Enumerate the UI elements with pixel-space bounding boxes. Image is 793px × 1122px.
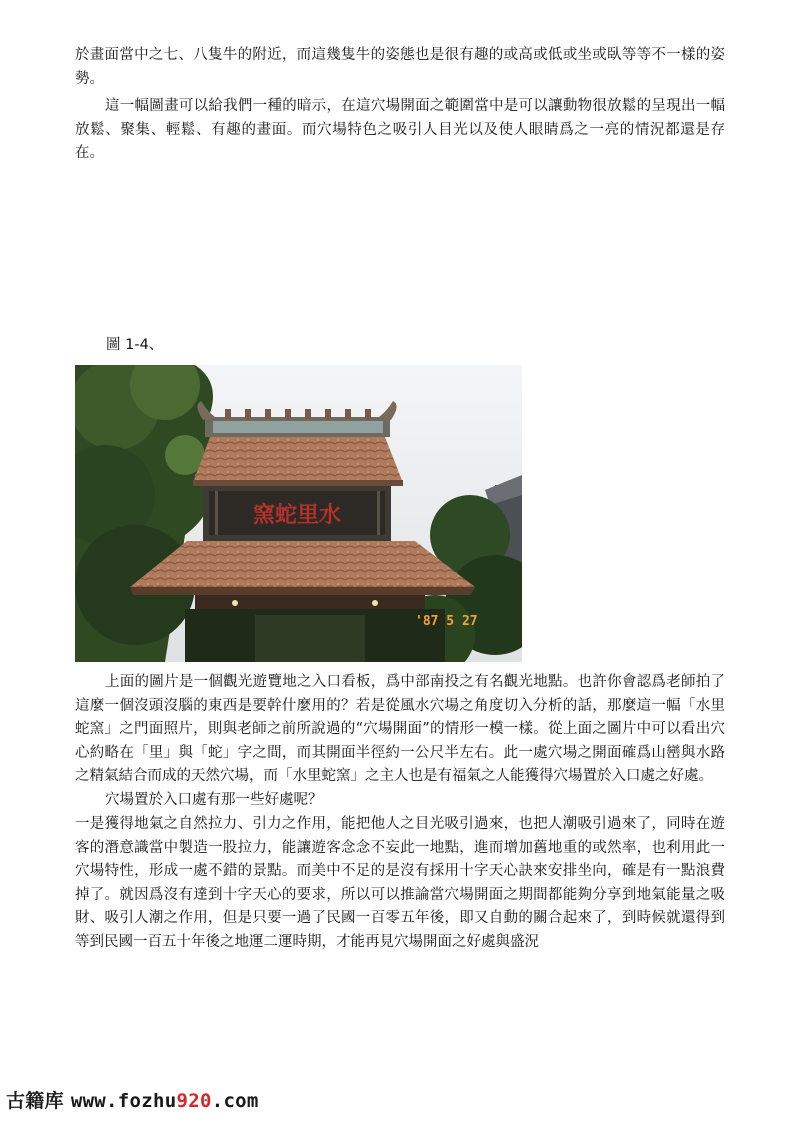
watermark-url-accent: 920 bbox=[176, 1090, 212, 1112]
figure-caption: 圖 1-4、 bbox=[106, 337, 164, 353]
watermark-url-prefix: www.fozhu bbox=[70, 1090, 177, 1112]
watermark-brand: 古籍库 bbox=[6, 1090, 64, 1112]
paragraph-hint: 這一幅圖畫可以給我們一種的暗示，在這穴場開面之範圍當中是可以讓動物很放鬆的呈現出一幅放鬆、聚集、輕鬆、有趣的畫面。而穴場特色之吸引人目光以及使人眼睛爲之一亮的情況都還是存在。 bbox=[75, 98, 725, 161]
watermark-url-suffix: .com bbox=[211, 1090, 259, 1112]
photo-date-stamp: '87 5 27 bbox=[415, 614, 478, 629]
sign-board-text: 窯蛇里水 bbox=[252, 502, 342, 528]
paragraph-benefits: 一是獲得地氣之自然拉力、引力之作用，能把他人之目光吸引過來，也把人潮吸引過來了，同時在遊客的潛意識當中製造一股拉力，能讓遊客念念不妄此一地點，進而增加舊地重的或然率，也利用此一穴場特性，形成一處不錯的景點。而美中不足的是沒有採用十字天心訣來安排坐向，確是有一點浪費掉了。就因爲沒有達到十字天心的要求，所以可以推論當穴場開面之期間都能夠分享到地氣能量之吸財、吸引人潮之作用，但是只要一過了民國一百零五年後，即又自動的關合起來了，到時候就還得到等到民國一百五十年後之地運二運時期，才能再見穴場開面之好處與盛況 bbox=[75, 816, 725, 950]
paragraph-photo-analysis: 上面的圖片是一個觀光遊覽地之入口看板，爲中部南投之有名觀光地點。也許你會認爲老師拍了這麼一個沒頭沒腦的東西是要幹什麼用的？若是從風水穴場之角度切入分析的話，那麼這一幅「水里蛇窯」之門面照片，則與老師之前所說過的“穴場開面”的情形一模一樣。從上面之圖片中可以看出穴心約略在「里」與「蛇」字之間，而其開面半徑約一公尺半左右。此一處穴場之開面確爲山巒與水路之精氣結合而成的天然穴場，而「水里蛇窯」之主人也是有福氣之人能獲得穴場置於入口處之好處。 bbox=[75, 674, 725, 784]
paragraph-continuation: 於畫面當中之七、八隻牛的附近，而這幾隻牛的姿態也是很有趣的或高或低或坐或臥等等不一樣的姿勢。 bbox=[75, 47, 725, 87]
entrance-gate-photo bbox=[75, 365, 522, 662]
site-watermark bbox=[6, 1086, 259, 1113]
paragraph-question: 穴場置於入口處有那一些好處呢？ bbox=[105, 792, 323, 808]
